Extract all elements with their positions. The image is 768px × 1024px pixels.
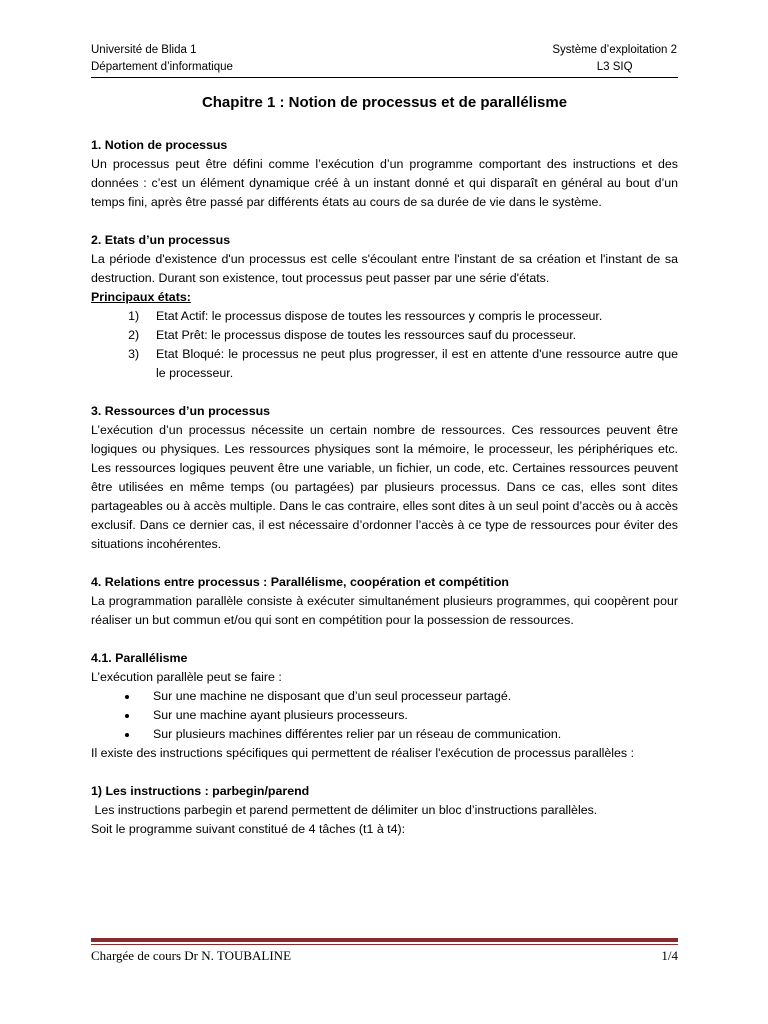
section-3-heading: 3. Ressources d’un processus	[91, 404, 271, 418]
section-3-body: L’exécution d’un processus nécessite un certain nombre de ressources. Ces ressources peuvent être logiques ou physiques. Les ressources physiques sont la mémoire, le processeur, les périphériques etc. Les ressources logiques peuvent être une variable, un fichier, un code, etc. Certaines ressources peuvent être utilisées en même temps (ou partagées) par plusieurs processus. Dans ce cas, elles sont dites partageables ou à accès multiple. Dans le cas contraire, elles sont dites à un seul point d’accès ou à accès exclusif. Dans ce dernier cas, il est nécessaire d’ordonner l’accès à ce type de ressources pour éviter des situations incohérentes.	[91, 423, 678, 551]
states-label: Principaux états:	[91, 290, 191, 304]
page-footer	[91, 948, 678, 964]
footer-divider-thin	[91, 944, 678, 945]
state-item-ready: 2. Etat Prêt: le processus dispose de toutes les ressources sauf du processeur.	[146, 326, 678, 345]
header-left	[91, 42, 233, 76]
states-list	[91, 307, 678, 383]
document-body	[91, 136, 678, 839]
university-name: Université de Blida 1	[91, 44, 197, 56]
section-2-heading: 2. Etats d’un processus	[91, 233, 231, 247]
list-item: • Sur une machine ne disposant que d’un seul processeur partagé.	[139, 687, 678, 706]
list-item: • Sur une machine ayant plusieurs processeurs.	[139, 706, 678, 725]
parallelism-list	[91, 687, 678, 744]
state-item-active: 1. Etat Actif: le processus dispose de toutes les ressources y compris le processeur.	[146, 307, 678, 326]
header-divider	[91, 77, 678, 78]
header-right	[552, 42, 677, 76]
section-4-1-outro: Il existe des instructions spécifiques qui permettent de réaliser l'exécution de processus parallèles :	[91, 746, 635, 760]
footer-divider-thick	[91, 938, 678, 942]
page-number: 1/4	[661, 948, 678, 963]
parbegin-line-1: Les instructions parbegin et parend permettent de délimiter un bloc d’instructions parallèles.	[91, 803, 598, 817]
section-1-body: Un processus peut être défini comme l’exécution d’un programme comportant des instructions et des données : c’est un élément dynamique créé à un instant donné et qui disparaît en général au bout d’un temps fini, après être passé par différents états au cours de sa durée de vie dans le système.	[91, 157, 678, 209]
course-level: L3 SIQ	[596, 61, 633, 73]
chapter-title: Chapitre 1 : Notion de processus et de parallélisme	[201, 94, 568, 111]
state-item-blocked: 3. Etat Bloqué: le processus ne peut plus progresser, il est en attente d'une ressource autre que le processeur.	[146, 345, 678, 383]
footer-author: Chargée de cours Dr N. TOUBALINE	[91, 948, 292, 963]
section-4-heading: 4. Relations entre processus : Parallélisme, coopération et compétition	[91, 575, 509, 589]
parbegin-heading: 1) Les instructions : parbegin/parend	[91, 784, 310, 798]
department-name: Département d’informatique	[91, 61, 233, 73]
section-4-1-intro: L’exécution parallèle peut se faire :	[91, 670, 282, 684]
section-4-body: La programmation parallèle consiste à exécuter simultanément plusieurs programmes, qui coopèrent pour réaliser un but commun et/ou qui sont en compétition pour la possession de ressources.	[91, 594, 678, 627]
parbegin-line-2: Soit le programme suivant constitué de 4 tâches (t1 à t4):	[91, 822, 406, 836]
section-2-body: La période d'existence d'un processus est celle s'écoulant entre l'instant de sa création et l'instant de sa destruction. Durant son existence, tout processus peut passer par une série d'états.	[91, 252, 678, 285]
course-name: Système d’exploitation 2	[552, 44, 677, 56]
section-1-heading: 1. Notion de processus	[91, 138, 228, 152]
list-item: • Sur plusieurs machines différentes relier par un réseau de communication.	[139, 725, 678, 744]
section-4-1-heading: 4.1. Parallélisme	[91, 651, 188, 665]
